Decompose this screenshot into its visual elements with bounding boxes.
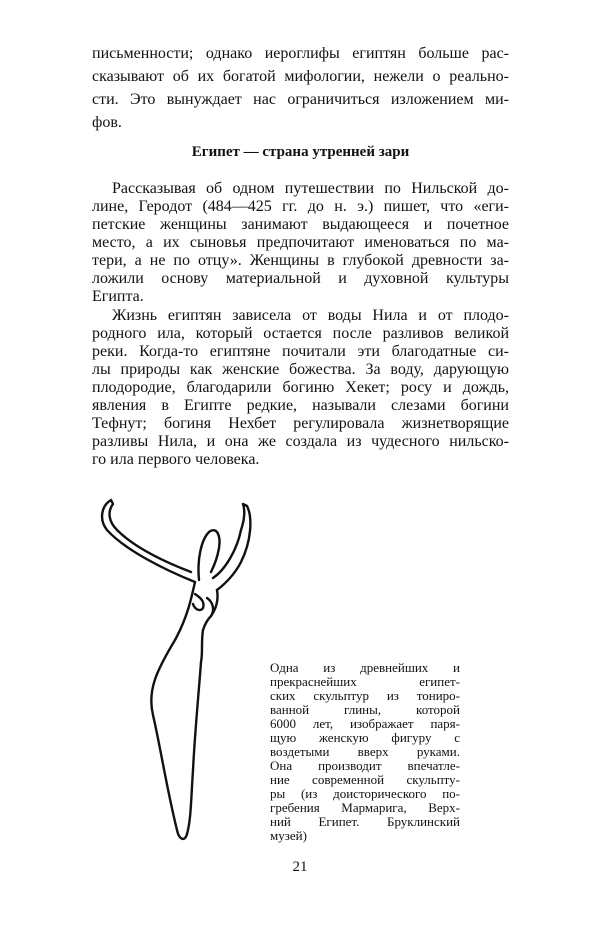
p2-line-3: реки. Когда-то египтяне почитали эти благодатные си- — [92, 343, 509, 360]
caption-line-7: воздетыми вверх руками. — [270, 744, 460, 759]
caption-line-11: гребения Мармарига, Верх- — [270, 800, 460, 815]
caption-line-4: ванной глины, которой — [270, 702, 460, 717]
p2-line-5: плодородие, благодарили богиню Хекет; росу и дождь, — [92, 379, 509, 396]
section-heading: Египет — страна утренней зари — [191, 144, 410, 160]
caption-line-12: ний Египет. Бруклинский — [270, 814, 460, 829]
intro-line-3: сти. Это вынуждает нас ограничиться изложением ми- — [92, 91, 509, 108]
caption-line-1: Одна из древнейших и — [270, 660, 460, 675]
intro-line-2: сказывают об их богатой мифологии, нежели о реально- — [92, 68, 509, 85]
caption-line-3: ских скульптур из тониро- — [270, 688, 460, 703]
p2-line-9: го ила первого человека. — [92, 451, 260, 468]
caption-line-13: музей) — [270, 828, 307, 843]
caption-line-10: ры (из доисторического по- — [270, 786, 460, 801]
caption-line-9: ние современной скульпту- — [270, 772, 460, 787]
p1-line-6: ложили основу материальной и духовной культуры — [92, 270, 509, 287]
p2-line-7: Тефнут; богиня Нехбет регулировала жизнетворящие — [92, 415, 509, 432]
p2-line-8: разливы Нила, и она же создала из чудесного нильско- — [92, 433, 509, 450]
caption-line-2: прекраснейших египет- — [270, 674, 460, 689]
p2-line-1: Жизнь египтян зависела от воды Нила и от плодо- — [112, 307, 509, 324]
p2-line-6: явления в Египте редкие, называли слезами богини — [92, 397, 509, 414]
p1-line-7: Египта. — [92, 288, 144, 305]
p1-line-4: место, а их сыновья предпочитают именоваться по ма- — [92, 234, 509, 251]
caption-line-6: щую женскую фигуру с — [270, 730, 460, 745]
p2-line-2: родного ила, который остается после разливов великой — [92, 325, 509, 342]
page-number: 21 — [292, 859, 308, 875]
p1-line-5: тери, а не по отцу». Женщины в глубокой древности за- — [92, 252, 509, 269]
p1-line-2: лине, Геродот (484—425 гг. до н. э.) пишет, что «еги- — [92, 198, 509, 215]
figurine-illustration — [95, 490, 265, 850]
intro-line-4: фов. — [92, 114, 122, 131]
p2-line-4: лы природы как женские божества. За воду, дарующую — [92, 361, 509, 378]
p1-line-3: петские женщины занимают выдающееся и почетное — [92, 216, 509, 233]
caption-line-5: 6000 лет, изображает пaря- — [270, 716, 460, 731]
intro-line-1: письменности; однако иероглифы египтян больше рас- — [92, 45, 509, 62]
p1-line-1: Рассказывая об одном путешествии по Нильской до- — [112, 180, 509, 197]
caption-line-8: Она производит впечатле- — [270, 758, 460, 773]
